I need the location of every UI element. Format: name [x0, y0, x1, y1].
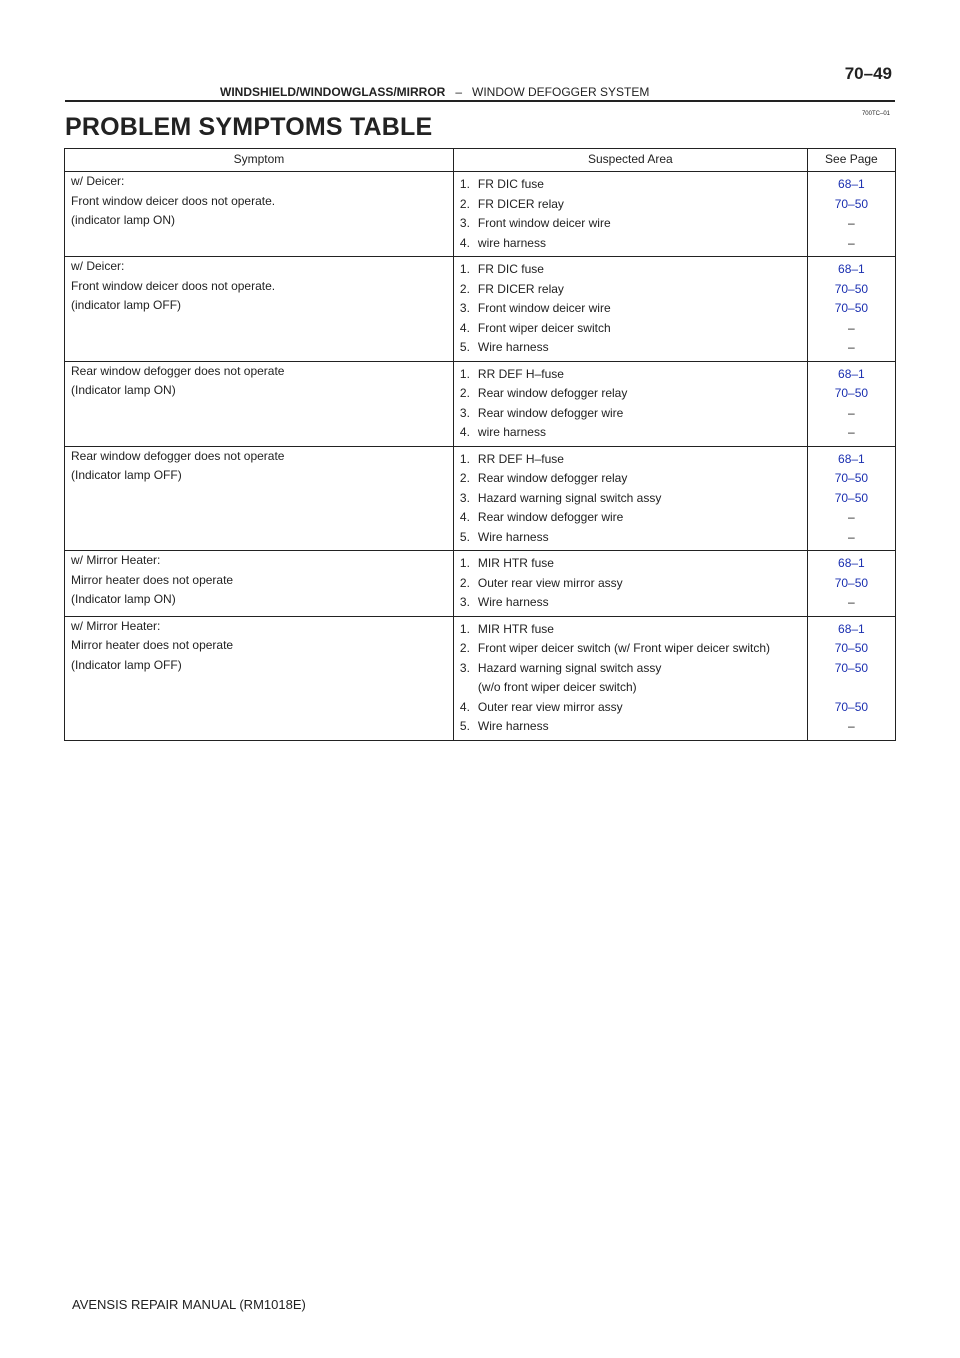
section-separator: – [455, 85, 463, 99]
see-page-link[interactable]: 68–1 [838, 177, 865, 191]
suspected-area-item [460, 260, 801, 280]
symptom-line: (indicator lamp ON) [71, 213, 176, 227]
item-number: 1. [459, 556, 470, 570]
suspected-area-item [460, 299, 801, 319]
item-number: 3. [459, 216, 470, 230]
see-page-cell [807, 257, 895, 362]
table-header-row [65, 149, 896, 172]
see-page-value [808, 678, 895, 698]
item-number: 4. [459, 510, 470, 524]
symptom-line: Front window deicer doos not operate. [71, 193, 276, 208]
item-number: 1. [459, 177, 470, 191]
item-text: Outer rear view mirror assy [477, 575, 623, 590]
item-text: Front window deicer wire [477, 216, 611, 230]
item-number: 4. [459, 425, 470, 439]
suspected-area-item [460, 508, 801, 528]
item-text: Wire harness [477, 719, 549, 733]
suspected-area-cell [453, 257, 807, 362]
symptom-line: w/ Deicer: [71, 174, 125, 188]
see-page-link[interactable]: 70–50 [834, 699, 869, 714]
table-row [65, 257, 896, 362]
see-page-link[interactable]: 70–50 [834, 575, 869, 590]
suspected-area-item [460, 338, 801, 358]
suspected-area-item [460, 574, 801, 594]
item-text: MIR HTR fuse [477, 556, 554, 570]
see-page-cell [807, 551, 895, 617]
symptom-line: (indicator lamp OFF) [71, 298, 182, 312]
symptom-line: (Indicator lamp ON) [71, 383, 176, 397]
table-row [65, 551, 896, 617]
item-text: Rear window defogger relay [477, 386, 628, 400]
item-text: wire harness [477, 235, 546, 250]
suspected-area-item [460, 528, 801, 548]
item-number: 3. [459, 595, 470, 609]
item-text: Outer rear view mirror assy [477, 699, 623, 714]
column-header-symptom: Symptom [65, 149, 454, 172]
table-row [65, 446, 896, 551]
see-page-cell [807, 172, 895, 257]
item-text: FR DIC fuse [477, 262, 544, 276]
item-number: 3. [459, 490, 470, 505]
see-page-value: – [848, 320, 855, 335]
item-number: 3. [459, 660, 470, 675]
suspected-area-item [460, 678, 801, 698]
item-number: 2. [459, 575, 470, 590]
suspected-area-item [460, 365, 801, 385]
item-number: 1. [459, 262, 470, 276]
see-page-value: – [848, 510, 855, 524]
section-subtitle: WINDOW DEFOGGER SYSTEM [472, 85, 650, 99]
suspected-area-cell [453, 172, 807, 257]
suspected-area-item [460, 639, 801, 659]
symptom-line: w/ Deicer: [71, 259, 125, 273]
symptom-line: Mirror heater does not operate [71, 638, 234, 652]
item-number: 2. [459, 196, 470, 211]
symptom-line: w/ Mirror Heater: [71, 618, 161, 633]
item-text: Rear window defogger relay [477, 471, 628, 485]
item-text: Front wiper deicer switch (w/ Front wiper deicer switch) [477, 641, 770, 655]
section-header [220, 85, 649, 99]
item-text: wire harness [477, 425, 546, 439]
see-page-cell [807, 616, 895, 740]
item-number: 1. [459, 451, 470, 466]
symptom-line: Rear window defogger does not operate [71, 363, 285, 378]
item-number: 1. [459, 366, 470, 381]
item-number: 1. [459, 621, 470, 636]
item-number: 2. [459, 281, 470, 296]
symptom-line: Mirror heater does not operate [71, 572, 234, 587]
problem-symptoms-table [64, 148, 896, 741]
item-number: 2. [459, 641, 470, 655]
table-row [65, 361, 896, 446]
suspected-area-cell [453, 446, 807, 551]
item-number: 4. [459, 235, 470, 250]
item-number [460, 678, 478, 698]
symptom-line: (Indicator lamp OFF) [71, 657, 182, 672]
see-page-link[interactable]: 68–1 [838, 556, 865, 570]
symptom-cell [65, 616, 454, 740]
item-text: Rear window defogger wire [477, 405, 624, 420]
see-page-link[interactable]: 70–50 [834, 301, 869, 315]
item-number: 5. [459, 529, 470, 544]
suspected-area-item [460, 195, 801, 215]
item-text: RR DEF H–fuse [477, 451, 564, 466]
see-page-cell [807, 446, 895, 551]
symptom-cell [65, 172, 454, 257]
see-page-link[interactable]: 70–50 [834, 471, 869, 485]
item-text: Rear window defogger wire [477, 510, 624, 524]
table-row [65, 616, 896, 740]
suspected-area-item [460, 620, 801, 640]
symptom-cell [65, 257, 454, 362]
suspected-area-item [460, 593, 801, 613]
footer-manual-id: AVENSIS REPAIR MANUAL (RM1018E) [72, 1297, 306, 1312]
item-number: 5. [459, 340, 470, 354]
suspected-area-cell [453, 551, 807, 617]
suspected-area-item [460, 319, 801, 339]
item-text: Front wiper deicer switch [477, 320, 611, 335]
symptom-cell [65, 446, 454, 551]
suspected-area-item [460, 489, 801, 509]
see-page-link[interactable]: 68–1 [838, 451, 865, 466]
suspected-area-item [460, 404, 801, 424]
header-rule [65, 100, 895, 102]
see-page-value: – [848, 235, 855, 250]
see-page-cell [807, 361, 895, 446]
item-number: 2. [459, 386, 470, 400]
item-text: Wire harness [477, 595, 549, 609]
suspected-area-item [460, 384, 801, 404]
see-page-value: – [848, 529, 855, 544]
symptom-line: (Indicator lamp ON) [71, 592, 176, 606]
item-text: Hazard warning signal switch assy [477, 660, 662, 675]
suspected-area-item [460, 423, 801, 443]
symptom-line: Front window deicer doos not operate. [71, 278, 276, 293]
symptom-cell [65, 361, 454, 446]
see-page-link[interactable]: 68–1 [838, 262, 865, 276]
see-page-link[interactable]: 70–50 [834, 281, 869, 296]
see-page-link[interactable]: 70–50 [834, 490, 869, 505]
suspected-area-item [460, 554, 801, 574]
see-page-link[interactable]: 68–1 [838, 621, 865, 636]
item-text: Wire harness [477, 529, 549, 544]
suspected-area-item [460, 175, 801, 195]
suspected-area-item [460, 698, 801, 718]
section-main-title: WINDSHIELD/WINDOWGLASS/MIRROR [220, 85, 446, 99]
suspected-area-item [460, 214, 801, 234]
item-number: 3. [459, 405, 470, 420]
item-number: 5. [459, 719, 470, 733]
see-page-value: – [848, 719, 855, 733]
suspected-area-item [460, 234, 801, 254]
item-number: 4. [459, 320, 470, 335]
suspected-area-cell [453, 616, 807, 740]
see-page-link[interactable]: 70–50 [834, 641, 869, 655]
item-text: FR DIC fuse [477, 177, 544, 191]
item-text: Front window deicer wire [477, 301, 611, 315]
column-header-suspected-area: Suspected Area [453, 149, 807, 172]
item-text: (w/o front wiper deicer switch) [477, 680, 637, 694]
symptom-line: Rear window defogger does not operate [71, 448, 285, 463]
item-number: 3. [459, 301, 470, 315]
table-row [65, 172, 896, 257]
see-page-value: – [848, 216, 855, 230]
symptom-line: w/ Mirror Heater: [71, 553, 161, 567]
see-page-link[interactable]: 68–1 [838, 366, 865, 381]
item-text: MIR HTR fuse [477, 621, 554, 636]
see-page-value: – [848, 595, 855, 609]
suspected-area-item [460, 717, 801, 737]
item-number: 2. [459, 471, 470, 485]
see-page-value: – [848, 340, 855, 354]
suspected-area-item [460, 659, 801, 679]
item-text: Hazard warning signal switch assy [477, 490, 662, 505]
item-text: RR DEF H–fuse [477, 366, 564, 381]
see-page-value: – [848, 425, 855, 439]
item-text: Wire harness [477, 340, 549, 354]
symptom-line: (Indicator lamp OFF) [71, 468, 182, 482]
see-page-link[interactable]: 70–50 [834, 386, 869, 400]
item-number: 4. [459, 699, 470, 714]
see-page-value: – [848, 405, 855, 420]
see-page-link[interactable]: 70–50 [834, 196, 869, 211]
suspected-area-item [460, 280, 801, 300]
suspected-area-cell [453, 361, 807, 446]
suspected-area-item [460, 469, 801, 489]
see-page-link[interactable]: 70–50 [834, 660, 869, 675]
page-title: PROBLEM SYMPTOMS TABLE [65, 113, 433, 141]
item-text: FR DICER relay [477, 196, 564, 211]
suspected-area-item [460, 450, 801, 470]
symptom-cell [65, 551, 454, 617]
document-code: 700TC–01 [861, 111, 890, 117]
page-number: 70–49 [844, 64, 892, 83]
item-text: FR DICER relay [477, 281, 564, 296]
column-header-see-page: See Page [807, 149, 895, 172]
